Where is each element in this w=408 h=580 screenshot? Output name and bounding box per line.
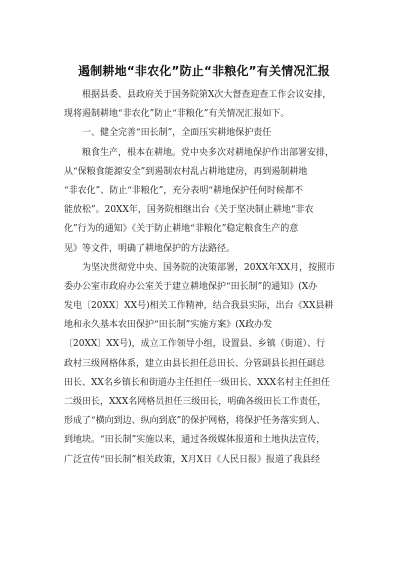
- paragraph-line: 地和永久基本农田保护“田长制”实施方案》(X政办发: [64, 320, 273, 331]
- paragraph-line: 化”行为的通知》《关于防止耕地“非粮化”稳定粮食生产的意: [64, 224, 299, 235]
- paragraph-line: 为坚决贯彻党中央、国务院的决策部署，20XX年XX月，按照市: [82, 262, 336, 273]
- paragraph-line: 政村三级网格体系，建立由县长担任总田长、分管副县长担任副总: [64, 358, 326, 369]
- document-body: [64, 86, 354, 470]
- paragraph-line: 到地块。“田长制”实施以来，通过各级媒体报道和土地执法宣传，: [64, 435, 326, 446]
- paragraph-line: 能放松”。20XX年，国务院相继出台《关于坚决制止耕地“非农: [64, 205, 314, 216]
- paragraph-line: 广泛宣传“田长制”相关政策，X月X日《人民日报》报道了我县经: [64, 454, 321, 465]
- paragraph-line: 二级田长，XXX名网格员担任三级田长，明确各级田长工作责任，: [64, 397, 327, 407]
- paragraph-line: 发电〔20XX〕XX号)相关工作精神，结合我县实际，出台《XX县耕: [64, 301, 334, 312]
- paragraph-line: 形成了“横向到边、纵向到底”的保护网格，将保护任务落实到人、: [64, 416, 326, 427]
- paragraph-line: 委办公室市政府办公室关于建立耕地保护“田长制”的通知》(X办: [64, 281, 318, 292]
- document-title: 遏制耕地“非农化”防止“非粮化”有关情况汇报: [78, 64, 330, 78]
- paragraph-line: 田长、XX名乡镇长和街道办主任担任一级田长、XXX名村主任担任: [64, 377, 331, 388]
- section-heading: 一、健全完善“田长制”，全面压实耕地保护责任: [82, 128, 272, 139]
- paragraph-line: 从“保粮食能源安全”到遏制农村乱占耕地建房，再到遏制耕地: [64, 166, 308, 177]
- paragraph-line: 现将遏制耕地“非农化”防止“非粮化”有关情况汇报如下。: [64, 109, 290, 120]
- paragraph-line: “非农化”、防止“非粮化”，充分表明“耕地保护任何时候都不: [64, 185, 304, 196]
- paragraph-line: 见》等文件，明确了耕地保护的方法路径。: [64, 243, 236, 254]
- paragraph-line: 〔20XX〕XX号)，成立工作领导小组，设置县、乡镇（街道）、行: [64, 339, 326, 350]
- paragraph-line: 粮食生产，根本在耕地。党中央多次对耕地保护作出部署安排，: [82, 147, 335, 158]
- paragraph-line: 根据县委、县政府关于国务院第X次大督查迎查工作会议安排，: [82, 90, 332, 100]
